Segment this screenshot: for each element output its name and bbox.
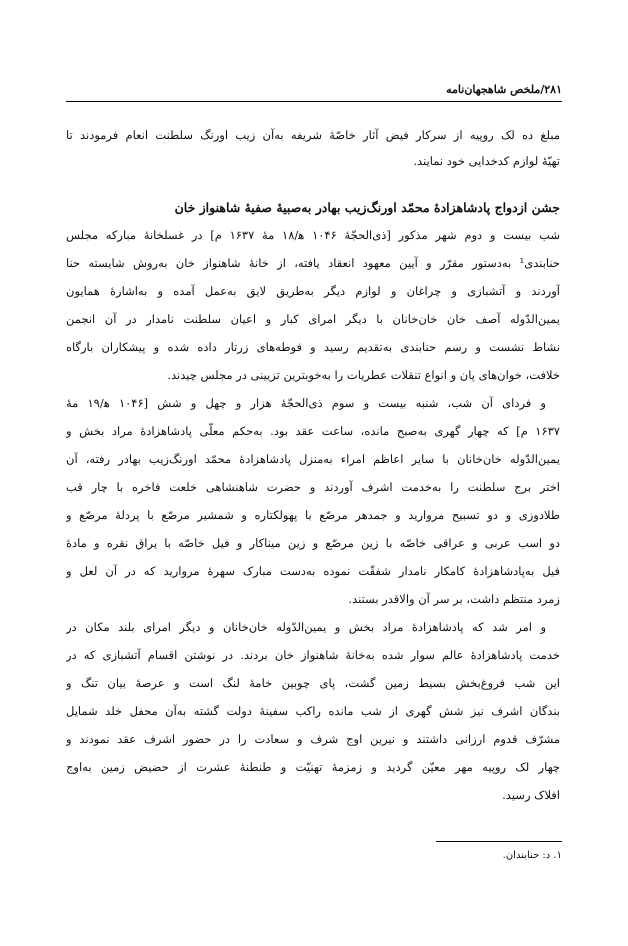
body-line: مشرّف قدوم ارزانی داشتند و نیرین اوج شرف و سعادت را در حضور اشرف عقد نمودند و (66, 732, 560, 746)
body-line: و امر شد که پادشاهزادۀ مراد بخش و یمین‌الدّوله خان‌خانان و دیگر امرای بلند مکان در (66, 620, 546, 634)
body-line: آوردند و آتشبازی و چراغان و لوازم دیگر به‌طریق لایق به‌عمل آمده و به‌اشارۀ همایون (66, 284, 560, 298)
body-line: خدمت پادشاهزادۀ عالم سوار شده به‌خانۀ شاهنواز خان بردند. در نوشتن اقسام آتشبازی که در (66, 648, 560, 662)
body-line: فیل به‌پادشاهزادۀ کامکار نامدار شفقّت نموده به‌دست مبارک سهرۀ مروارید که در آن لعل و (66, 564, 560, 578)
body-line: زمرد منتظم داشت، بر سر آن والاقدر بستند. (348, 592, 560, 606)
footnote: ۱. د: حنابندان. (502, 850, 562, 861)
body-line: حنابندی¹ به‌دستور مقرّر و آیین معهود انعقاد یافته، از خانۀ شاهنواز خان به‌روش شایسته حنا (66, 256, 560, 270)
body-line: اختر برج سلطنت را به‌خدمت اشرف آوردند و حضرت شاهنشاهی خلعت فاخره با چار قب (66, 480, 560, 494)
body-line: تهیّۀ لوازم کدخدایی خود نمایند. (413, 154, 560, 168)
body-line: دو اسب عربی و عراقی خاصّه با زین مرصّع و زین میناکار و فیل خاصّه با یراق نقره و مادۀ (66, 536, 560, 550)
body-line: یمین‌الدّوله خان‌خانان با سایر اعاظم امراء به‌منزل پادشاهزادۀ محمّد اورنگ‌زیب بهادر رفته، آن (66, 452, 560, 466)
section-heading: جشن ازدواج پادشاهزادۀ محمّد اورنگ‌زیب بهادر به‌صبیۀ صفیۀ شاهنواز خان (174, 200, 560, 215)
body-line: بندگان اشرف نیز شش گهری از شب مانده راکب سفینۀ دولت گشته به‌آن محفل خلد شمایل (66, 704, 560, 718)
body-line: نشاط نشست و رسم حنابندی به‌تقدیم رسید و فوطه‌های زرتار داده شده و پیشکاران بارگاه (66, 340, 560, 354)
running-header: ۲۸۱/ملخص شاهجهان‌نامه (446, 83, 562, 96)
body-line: خلافت، خوان‌های پان و انواع تنقلات عطریات را به‌خوبترین تزیینی در مجلس چیدند. (167, 368, 560, 382)
body-line: مبلغ ده لک روپیه از سرکار فیض آثار خاصّۀ شریفه به‌آن زیب اورنگ سلطنت انعام فرمودند تا (66, 128, 560, 142)
body-line: ۱۶۳۷ م] که چهار گهری به‌صبح مانده، ساعت عقد بود. به‌حکم معلّی پادشاهزادۀ مراد بخش و (66, 424, 560, 438)
body-line: شب بیست و دوم شهر مذکور [ذی‌الحجّۀ ۱۰۴۶ ه‍/۱۸ مۀ ۱۶۳۷ م] در غسلخانۀ مبارکه مجلس (66, 228, 560, 242)
header-rule (66, 101, 562, 102)
body-line: طلادوزی و دو تسبیح مروارید و جمدهر مرصّع با پهولکتاره و شمشیر مرصّع با پردلۀ مرصّع و (66, 508, 560, 522)
body-line: چهار لک روپیه مهر معیّن گردید و زمزمۀ تهنیّت و طنطنۀ عشرت از حضیض زمین به‌اوج (66, 760, 560, 774)
body-line: این شب فروغ‌بخش بسیط زمین گشت، پای چوبین خامۀ لنگ است و عرصۀ بیان تنگ و (66, 676, 560, 690)
body-line: و فردای آن شب، شنبه بیست و سوم ذی‌الحجّۀ هزار و چهل و شش [۱۰۴۶ ه‍/۱۹ مۀ (66, 396, 546, 410)
footnote-rule (436, 841, 562, 842)
body-line: یمین‌الدّوله آصف خان خان‌خانان با دیگر امرای کبار و اعیان سلطنت نامدار در آن انجمن (66, 312, 560, 326)
body-line: افلاک رسید. (502, 788, 560, 802)
